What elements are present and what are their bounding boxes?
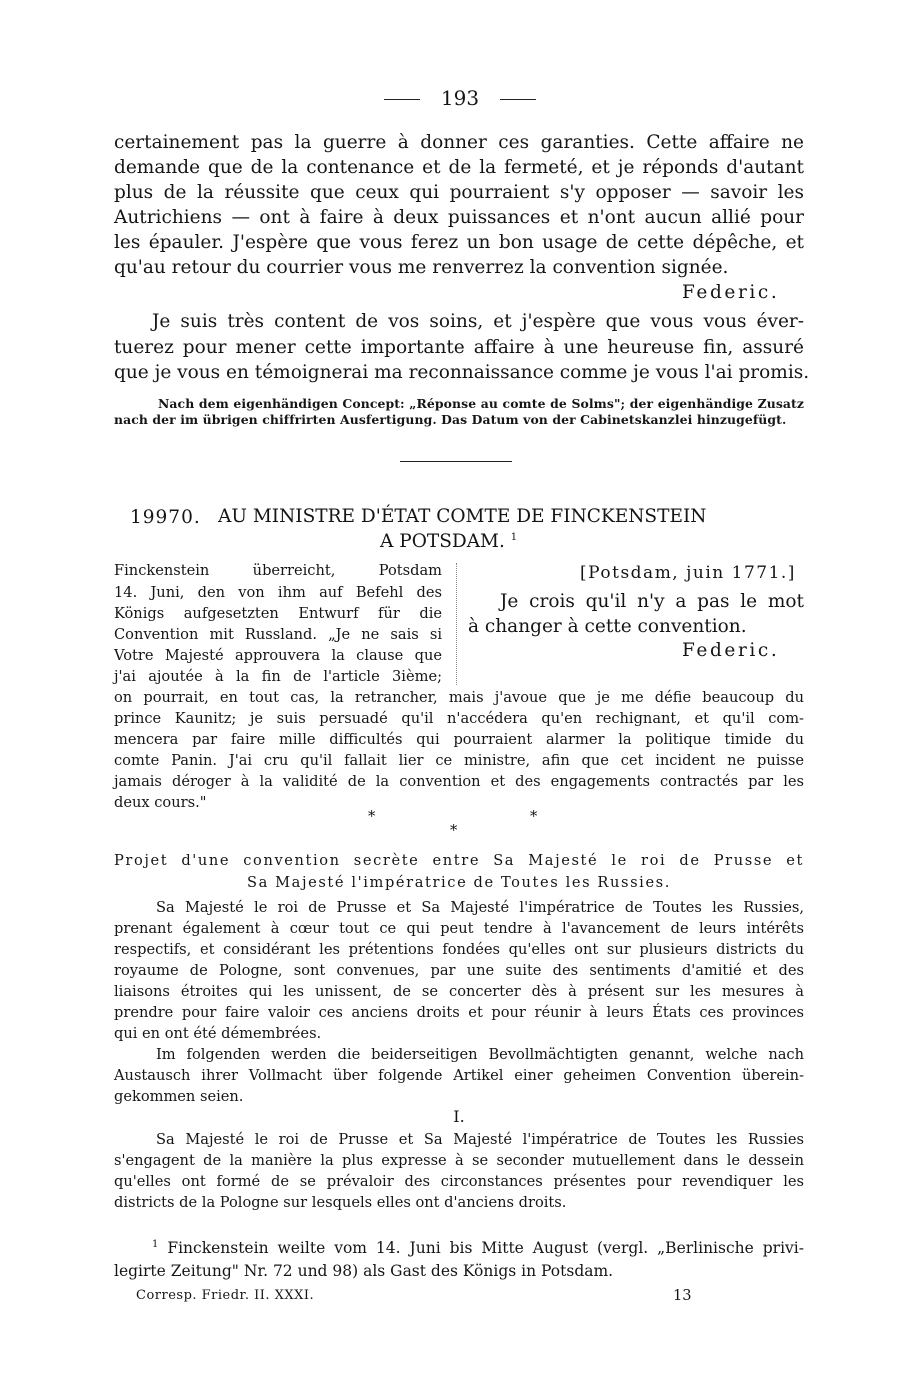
header-rule-left [384, 99, 420, 100]
projet-paragraph-line: Sa Majesté le roi de Prusse et Sa Majesté l'impératrice de Toutes les Russies, [156, 899, 804, 916]
footnote-line2: legirte Zeitung" Nr. 72 und 98) als Gast des Königs in Potsdam. [114, 1262, 614, 1280]
continued-line: prince Kaunitz; je suis persuadé qu'il n'accédera qu'en rechignant, et qu'il com- [114, 710, 804, 727]
projet-paragraph-line: royaume de Pologne, sont convenues, par une suite des sentiments d'amitié et des [114, 962, 804, 979]
section-divider [400, 461, 512, 462]
projet-paragraph-line: prenant également à cœur tout ce qui peut tendre à l'avancement de leurs intérêts [114, 920, 804, 937]
projet-paragraph-line: respectifs, et considérant les prétentions fondées qu'elles ont sur plusieurs districts du [114, 941, 804, 958]
letter-number: 19970. [130, 507, 201, 528]
header-rule-right [500, 99, 536, 100]
left-column-line: Königs aufgesetzten Entwurf für die [114, 605, 442, 622]
source-note-line: nach der im übrigen chiffrirten Ausfertigung. Das Datum von der Cabinetskanzlei hinzugefügt. [114, 412, 787, 427]
postscript-line: que je vous en témoignerai ma reconnaissance comme je vous l'ai promis. [114, 362, 810, 383]
right-column-line: Je crois qu'il n'y a pas le mot [500, 591, 804, 612]
footer-sheet-number: 13 [673, 1287, 692, 1304]
asterisk: * [450, 822, 458, 839]
letter-title-location: A POTSDAM. [380, 531, 505, 552]
letter-title-line2 [380, 531, 517, 552]
continued-line: comte Panin. J'ai cru qu'il fallait lier ce ministre, afin que cet incident ne puisse [114, 752, 804, 769]
projet-paragraph-line: prendre pour faire valoir ces anciens droits et pour réunir à leurs États ces provinces [114, 1004, 804, 1021]
projet-title-line2: Sa Majesté l'impératrice de Toutes les Russies. [246, 874, 672, 891]
article-line: qu'elles ont formé de se prévaloir des circonstances présentes pour revendiquer les [114, 1173, 804, 1190]
text-line: qu'au retour du courrier vous me renverrez la convention signée. [114, 257, 729, 278]
page-number: 193 [440, 86, 480, 110]
projet-paragraph-line: gekommen seien. [114, 1088, 244, 1105]
letter-title: AU MINISTRE D'ÉTAT COMTE DE FINCKENSTEIN [218, 506, 707, 527]
letter-date: [Potsdam, juin 1771.] [580, 563, 796, 583]
article-line: Sa Majesté le roi de Prusse et Sa Majesté l'impératrice de Toutes les Russies [156, 1131, 804, 1148]
projet-paragraph-line: Austausch ihrer Vollmacht über folgende Artikel einer geheimen Convention überein- [114, 1067, 804, 1084]
text-line: demande que de la contenance et de la fermeté, et je réponds d'autant [114, 157, 804, 178]
postscript-line: Je suis très content de vos soins, et j'espère que vous vous éver- [152, 311, 804, 332]
left-column-line: Votre Majesté approuvera la clause que [114, 647, 442, 664]
footnote-line1 [152, 1239, 804, 1257]
left-column-line: 14. Juni, den von ihm auf Befehl des [114, 584, 442, 601]
column-separator [456, 563, 457, 685]
source-note-line: Nach dem eigenhändigen Concept: „Réponse au comte de Solms"; der eigenhändige Zusatz [158, 396, 804, 411]
footer-signature-mark: Corresp. Friedr. II. XXXI. [136, 1288, 315, 1303]
text-line: Autrichiens — ont à faire à deux puissances et n'ont aucun allié pour [114, 207, 804, 228]
projet-paragraph-line: liaisons étroites qui les unissent, de se concerter dès à présent sur les mesures à [114, 983, 804, 1000]
article-heading: I. [453, 1107, 465, 1126]
article-line: s'engagent de la manière la plus expresse à se seconder mutuellement dans le dessein [114, 1152, 804, 1169]
right-column-line: à changer à cette convention. [468, 616, 747, 637]
continued-line: jamais déroger à la validité de la convention et des engagements contractés par les [114, 773, 804, 790]
footnote-marker: 1 [510, 531, 518, 543]
asterisk: * [530, 808, 538, 825]
left-column-line: Convention mit Russland. „Je ne sais si [114, 626, 442, 643]
text-line: plus de la réussite que ceux qui pourraient s'y opposer — savoir les [114, 182, 804, 203]
footnote-text: Finckenstein weilte vom 14. Juni bis Mitte August (vergl. „Berlinische privi- [167, 1239, 804, 1258]
projet-paragraph-line: Im folgenden werden die beiderseitigen Bevollmächtigten genannt, welche nach [156, 1046, 804, 1063]
signature: Federic. [682, 282, 780, 303]
continued-line: on pourrait, en tout cas, la retrancher, mais j'avoue que je me défie beaucoup du [114, 689, 804, 706]
projet-title: Projet d'une convention secrète entre Sa Majesté le roi de Prusse et [114, 852, 804, 869]
postscript-line: tuerez pour mener cette importante affaire à une heureuse fin, assuré [114, 337, 804, 358]
text-line: certainement pas la guerre à donner ces garanties. Cette affaire ne [114, 132, 804, 153]
continued-line: deux cours." [114, 794, 207, 811]
article-line: districts de la Pologne sur lesquels elles ont d'anciens droits. [114, 1194, 567, 1211]
continued-line: mencera par faire mille difficultés qui pourraient alarmer la politique timide du [114, 731, 804, 748]
left-column-line: Finckenstein überreicht, Potsdam [114, 562, 442, 579]
signature: Federic. [682, 640, 780, 661]
projet-paragraph-line: qui en ont été démembrées. [114, 1025, 322, 1042]
left-column-line: j'ai ajoutée à la fin de l'article 3ième; [114, 668, 442, 685]
footnote-mark: 1 [152, 1239, 159, 1250]
asterisk: * [368, 808, 376, 825]
text-line: les épauler. J'espère que vous ferez un bon usage de cette dépêche, et [114, 232, 804, 253]
